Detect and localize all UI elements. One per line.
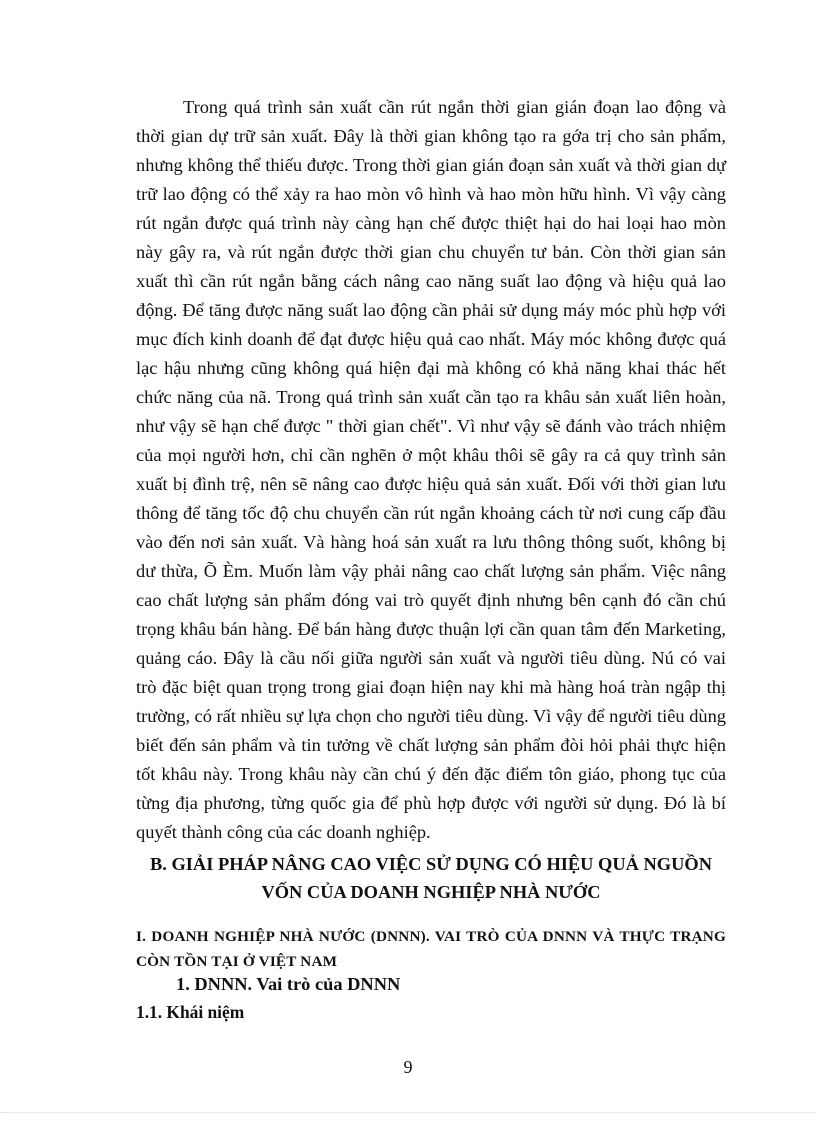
- section-i-heading: I. DOANH NGHIỆP NHÀ NƯỚC (DNNN). VAI TRÒ CỦA DNNN VÀ THỰC TRẠNG CÒN TỒN TẠI Ở VIỆT NAM: [136, 928, 726, 970]
- body-paragraph: Trong quá trình sản xuất cần rút ngắn thời gian gián đoạn lao động và thời gian dự trữ sản xuất. Đây là thời gian không tạo ra gớa trị cho sản phẩm, nhưng không thể thiếu được. Trong thời gian gián đoạn sản xuất và thời gian dự trữ lao động có thể xảy ra hao mòn vô hình và hao mòn hữu hình. Vì vậy càng rút ngắn được quá trình này càng hạn chế được thiệt hại do hai loại hao mòn này gây ra, và rút ngắn được thời gian chu chuyển tư bản. Còn thời gian sản xuất thì cần rút ngắn bằng cách nâng cao năng suất lao động và hiệu quả lao động. Để tăng được năng suất lao động cần phải sử dụng máy móc phù hợp với mục đích kinh doanh để đạt được hiệu quả cao nhất. Máy móc không được quá lạc hậu nhưng cũng không quá hiện đại mà không có khả năng khai thác hết chức năng của nã. Trong quá trình sản xuất cần tạo ra khâu sản xuất liên hoàn, như vậy sẽ hạn chế được " thời gian chết". Vì như vậy sẽ đánh vào trách nhiệm của mọi người hơn, chỉ cần nghẽn ở một khâu thôi sẽ gây ra cả quy trình sản xuất bị đình trệ, nên sẽ nâng cao được hiệu quả sản xuất. Đối với thời gian lưu thông để tăng tốc độ chu chuyển cần rút ngắn khoảng cách từ nơi cung cấp đầu vào đến nơi sản xuất. Và hàng hoá sản xuất ra lưu thông thông suốt, không bị dư thừa, Õ Èm. Muốn làm vậy phải nâng cao chất lượng sản phẩm. Việc nâng cao chất lượng sản phẩm đóng vai trò quyết định nhưng bên cạnh đó cần chú trọng khâu bán hàng. Để bán hàng được thuận lợi cần quan tâm đến Marketing, quảng cáo. Đây là cầu nối giữa người sản xuất và người tiêu dùng. Nú có vai trò đặc biệt quan trọng trong giai đoạn hiện nay khi mà hàng hoá tràn ngập thị trường, có rất nhiều sự lựa chọn cho người tiêu dùng. Vì vậy để người tiêu dùng biết đến sản phẩm và tin tưởng về chất lượng sản phẩm đòi hỏi phải thực hiện tốt khâu này. Trong khâu này cần chú ý đến đặc điểm tôn giáo, phong tục của từng địa phương, từng quốc gia để phù hợp được với người sử dụng. Đó là bí quyết thành công của các doanh nghiệp.: [136, 97, 726, 842]
- section-b-heading: B. GIẢI PHÁP NÂNG CAO VIỆC SỬ DỤNG CÓ HIỆU QUẢ NGUỒN VỐN CỦA DOANH NGHIỆP NHÀ NƯỚC: [150, 854, 712, 902]
- subsection-1-1-heading: 1.1. Khái niệm: [136, 1002, 245, 1022]
- page-bottom-edge: [0, 1112, 816, 1113]
- subsection-1-heading: 1. DNNN. Vai trò của DNNN: [176, 974, 401, 994]
- page-number: 9: [403, 1057, 413, 1077]
